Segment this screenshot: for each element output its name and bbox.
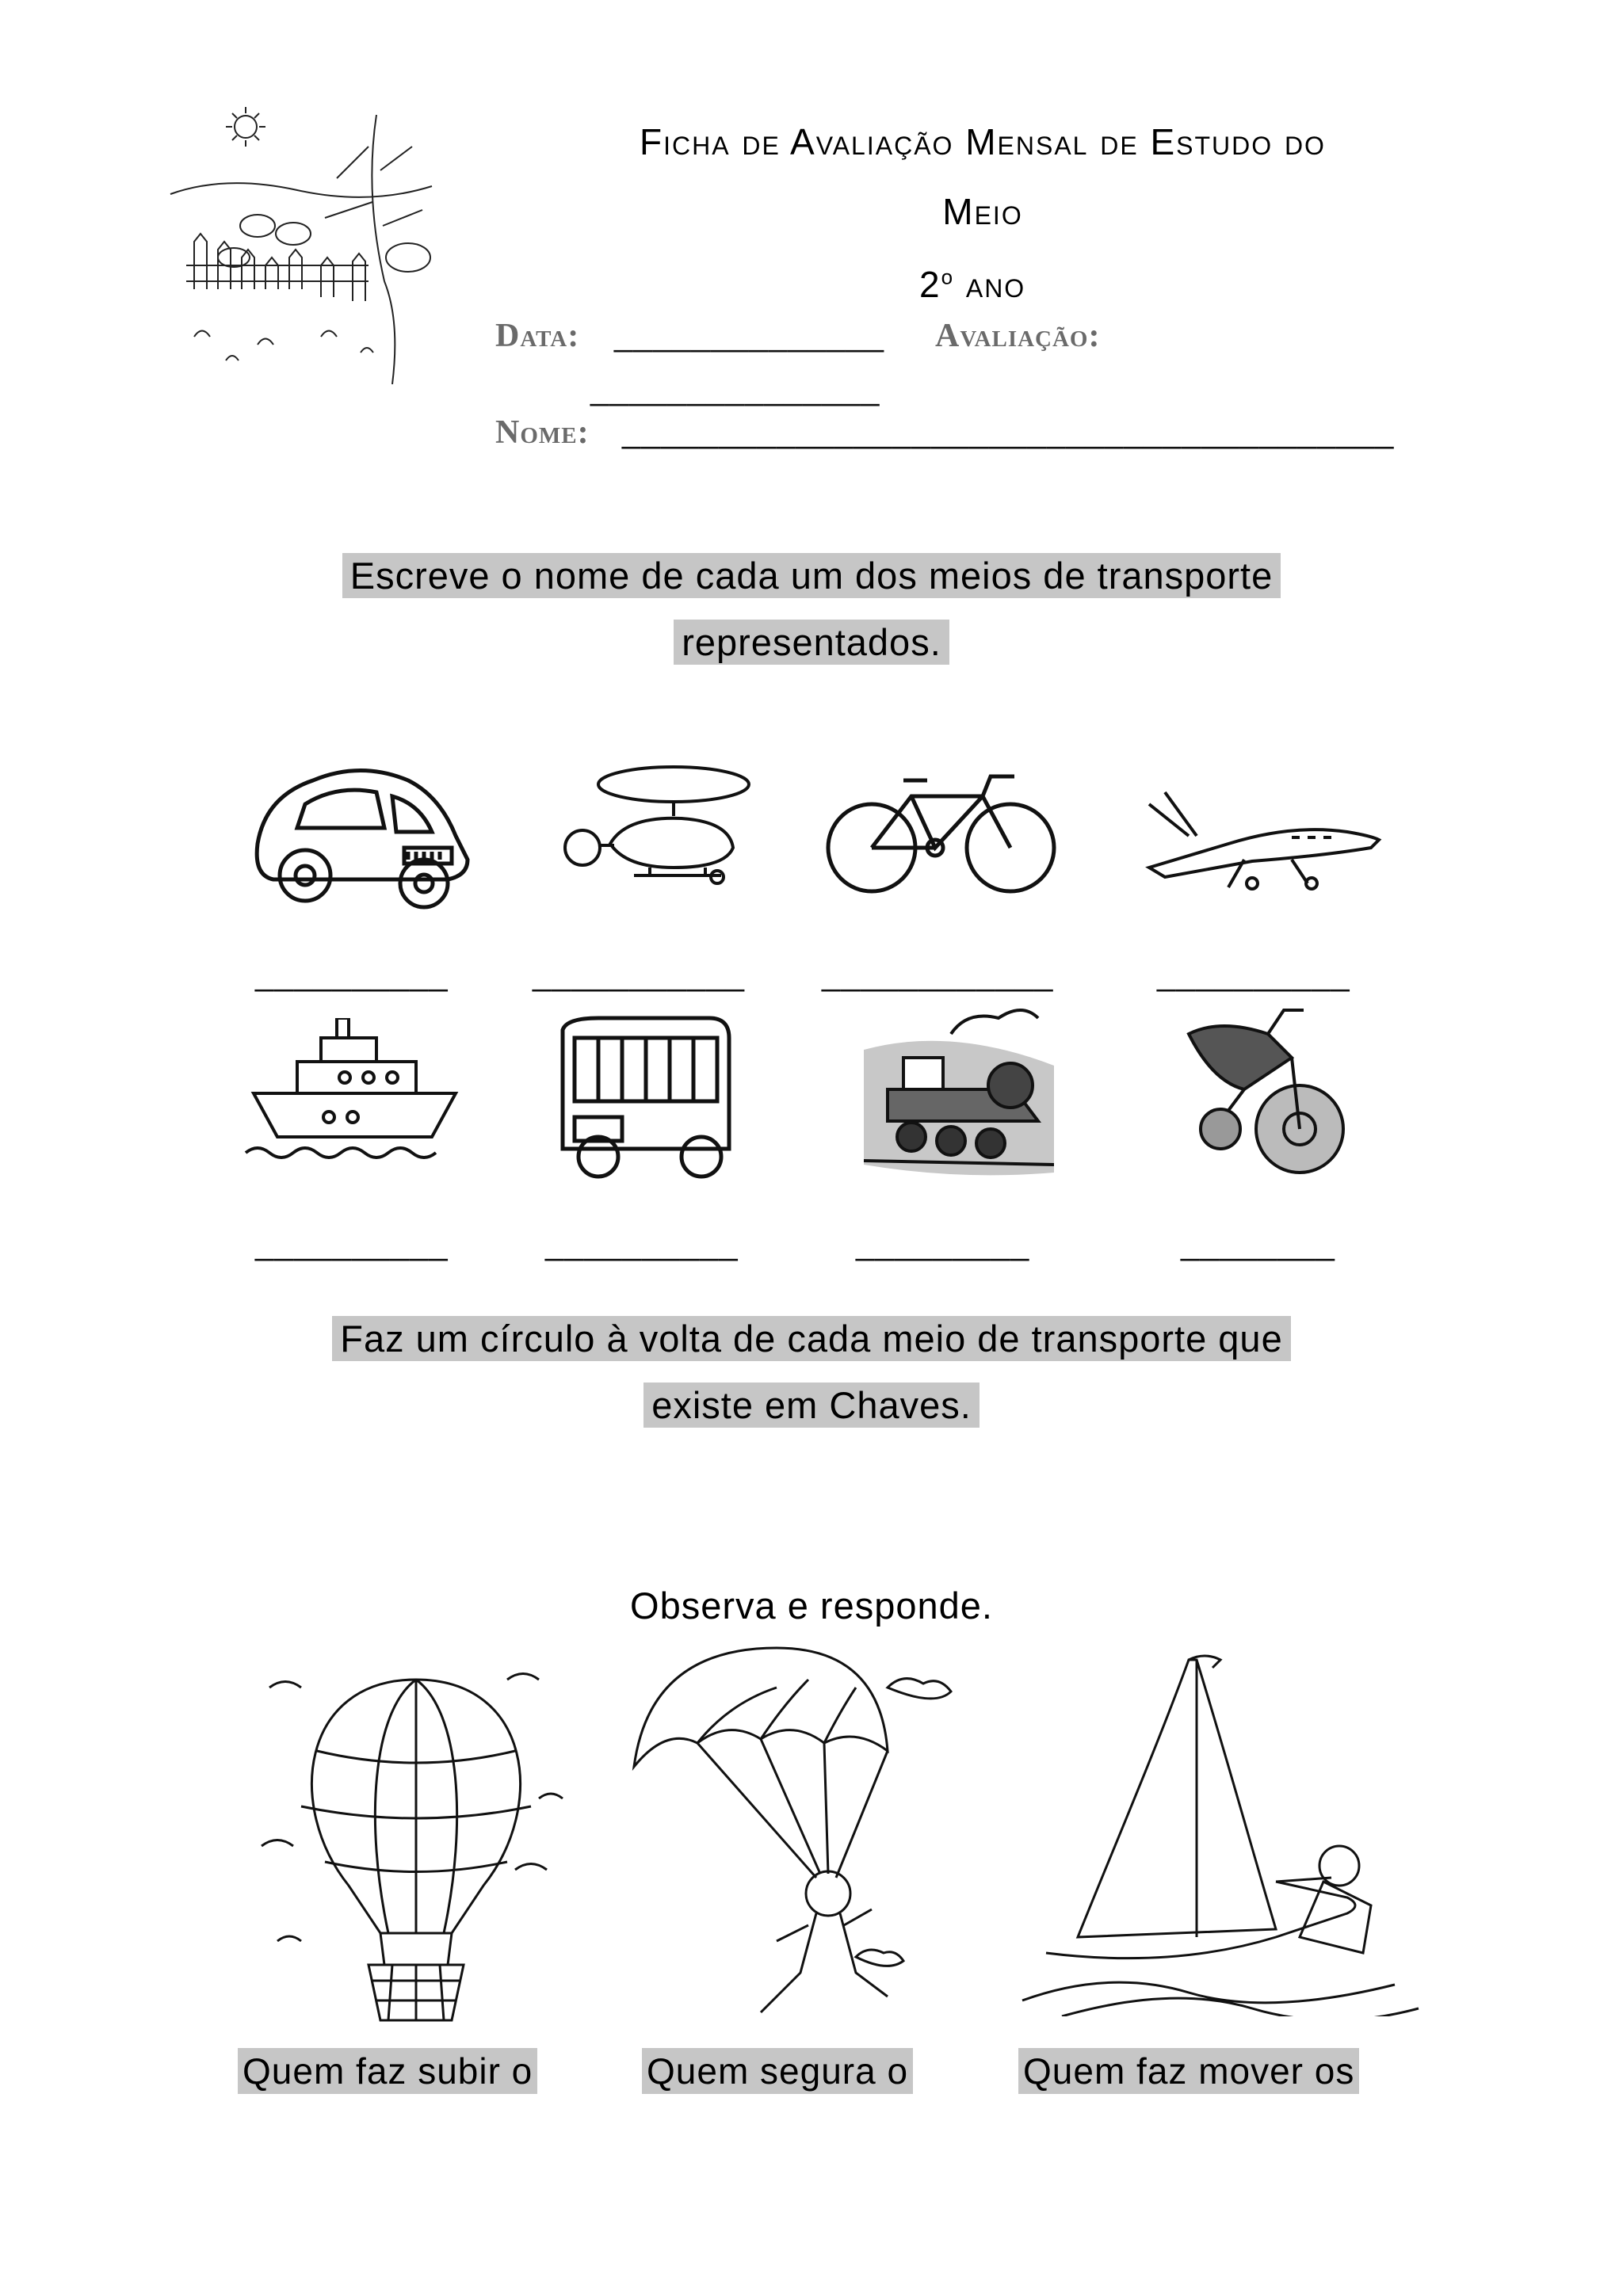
airplane-illustration[interactable] xyxy=(1133,788,1387,891)
worksheet-title-line1: Ficha de Avaliação Mensal de Estudo do xyxy=(640,121,1326,162)
train-illustration[interactable] xyxy=(856,1002,1062,1184)
grade-ordinal: o xyxy=(941,265,955,289)
answer-blank-helicopter[interactable]: ___________ xyxy=(533,955,745,992)
answer-blank-motorcycle[interactable]: ________ xyxy=(1181,1224,1335,1261)
question-balloon: Quem faz subir o xyxy=(238,2048,537,2094)
grade-evaluation-label: Avaliação: xyxy=(935,318,1101,354)
grade-number: 2 xyxy=(919,264,941,305)
date-label: Data: xyxy=(495,318,580,354)
exercise3-instruction: Observa e responde. xyxy=(630,1585,993,1627)
parachute-illustration[interactable] xyxy=(618,1640,967,2044)
question-sailboat: Quem faz mover os xyxy=(1018,2048,1359,2094)
worksheet-title-line2: Meio xyxy=(942,191,1023,232)
exercise1-instruction-line2: representados. xyxy=(674,620,949,665)
car-illustration[interactable] xyxy=(242,749,479,915)
motorcycle-illustration[interactable] xyxy=(1173,1002,1367,1180)
answer-blank-train[interactable]: _________ xyxy=(856,1224,1030,1261)
grade-level xyxy=(919,263,1025,306)
bicycle-illustration[interactable] xyxy=(824,757,1058,895)
helicopter-illustration[interactable] xyxy=(555,757,753,891)
exercise2-instruction xyxy=(0,1306,1623,1439)
answer-blank-bicycle[interactable]: ____________ xyxy=(822,955,1054,992)
name-field[interactable]: ________________________________________ xyxy=(622,412,1395,449)
date-field[interactable]: ______________ xyxy=(614,315,885,353)
hot-air-balloon-illustration[interactable] xyxy=(254,1664,579,2036)
header-landscape-illustration xyxy=(162,99,436,384)
exercise2-instruction-line1: Faz um círculo à volta de cada meio de transporte que xyxy=(332,1316,1290,1361)
answer-blank-bus[interactable]: __________ xyxy=(545,1224,739,1261)
answer-blank-boat[interactable]: __________ xyxy=(255,1224,449,1261)
grade-evaluation-field[interactable]: _______________ xyxy=(590,369,880,406)
answer-blank-airplane[interactable]: __________ xyxy=(1157,955,1350,992)
question-parachute: Quem segura o xyxy=(642,2048,913,2094)
name-label: Nome: xyxy=(495,414,590,451)
grade-word: ano xyxy=(965,264,1026,305)
bus-illustration[interactable] xyxy=(551,1014,737,1184)
sailboat-illustration[interactable] xyxy=(1014,1652,1426,2016)
exercise1-instruction xyxy=(0,543,1623,676)
boat-illustration[interactable] xyxy=(242,1018,479,1165)
exercise2-instruction-line2: existe em Chaves. xyxy=(643,1383,980,1428)
answer-blank-car[interactable]: __________ xyxy=(255,955,449,992)
exercise1-instruction-line1: Escreve o nome de cada um dos meios de transporte xyxy=(342,553,1281,598)
